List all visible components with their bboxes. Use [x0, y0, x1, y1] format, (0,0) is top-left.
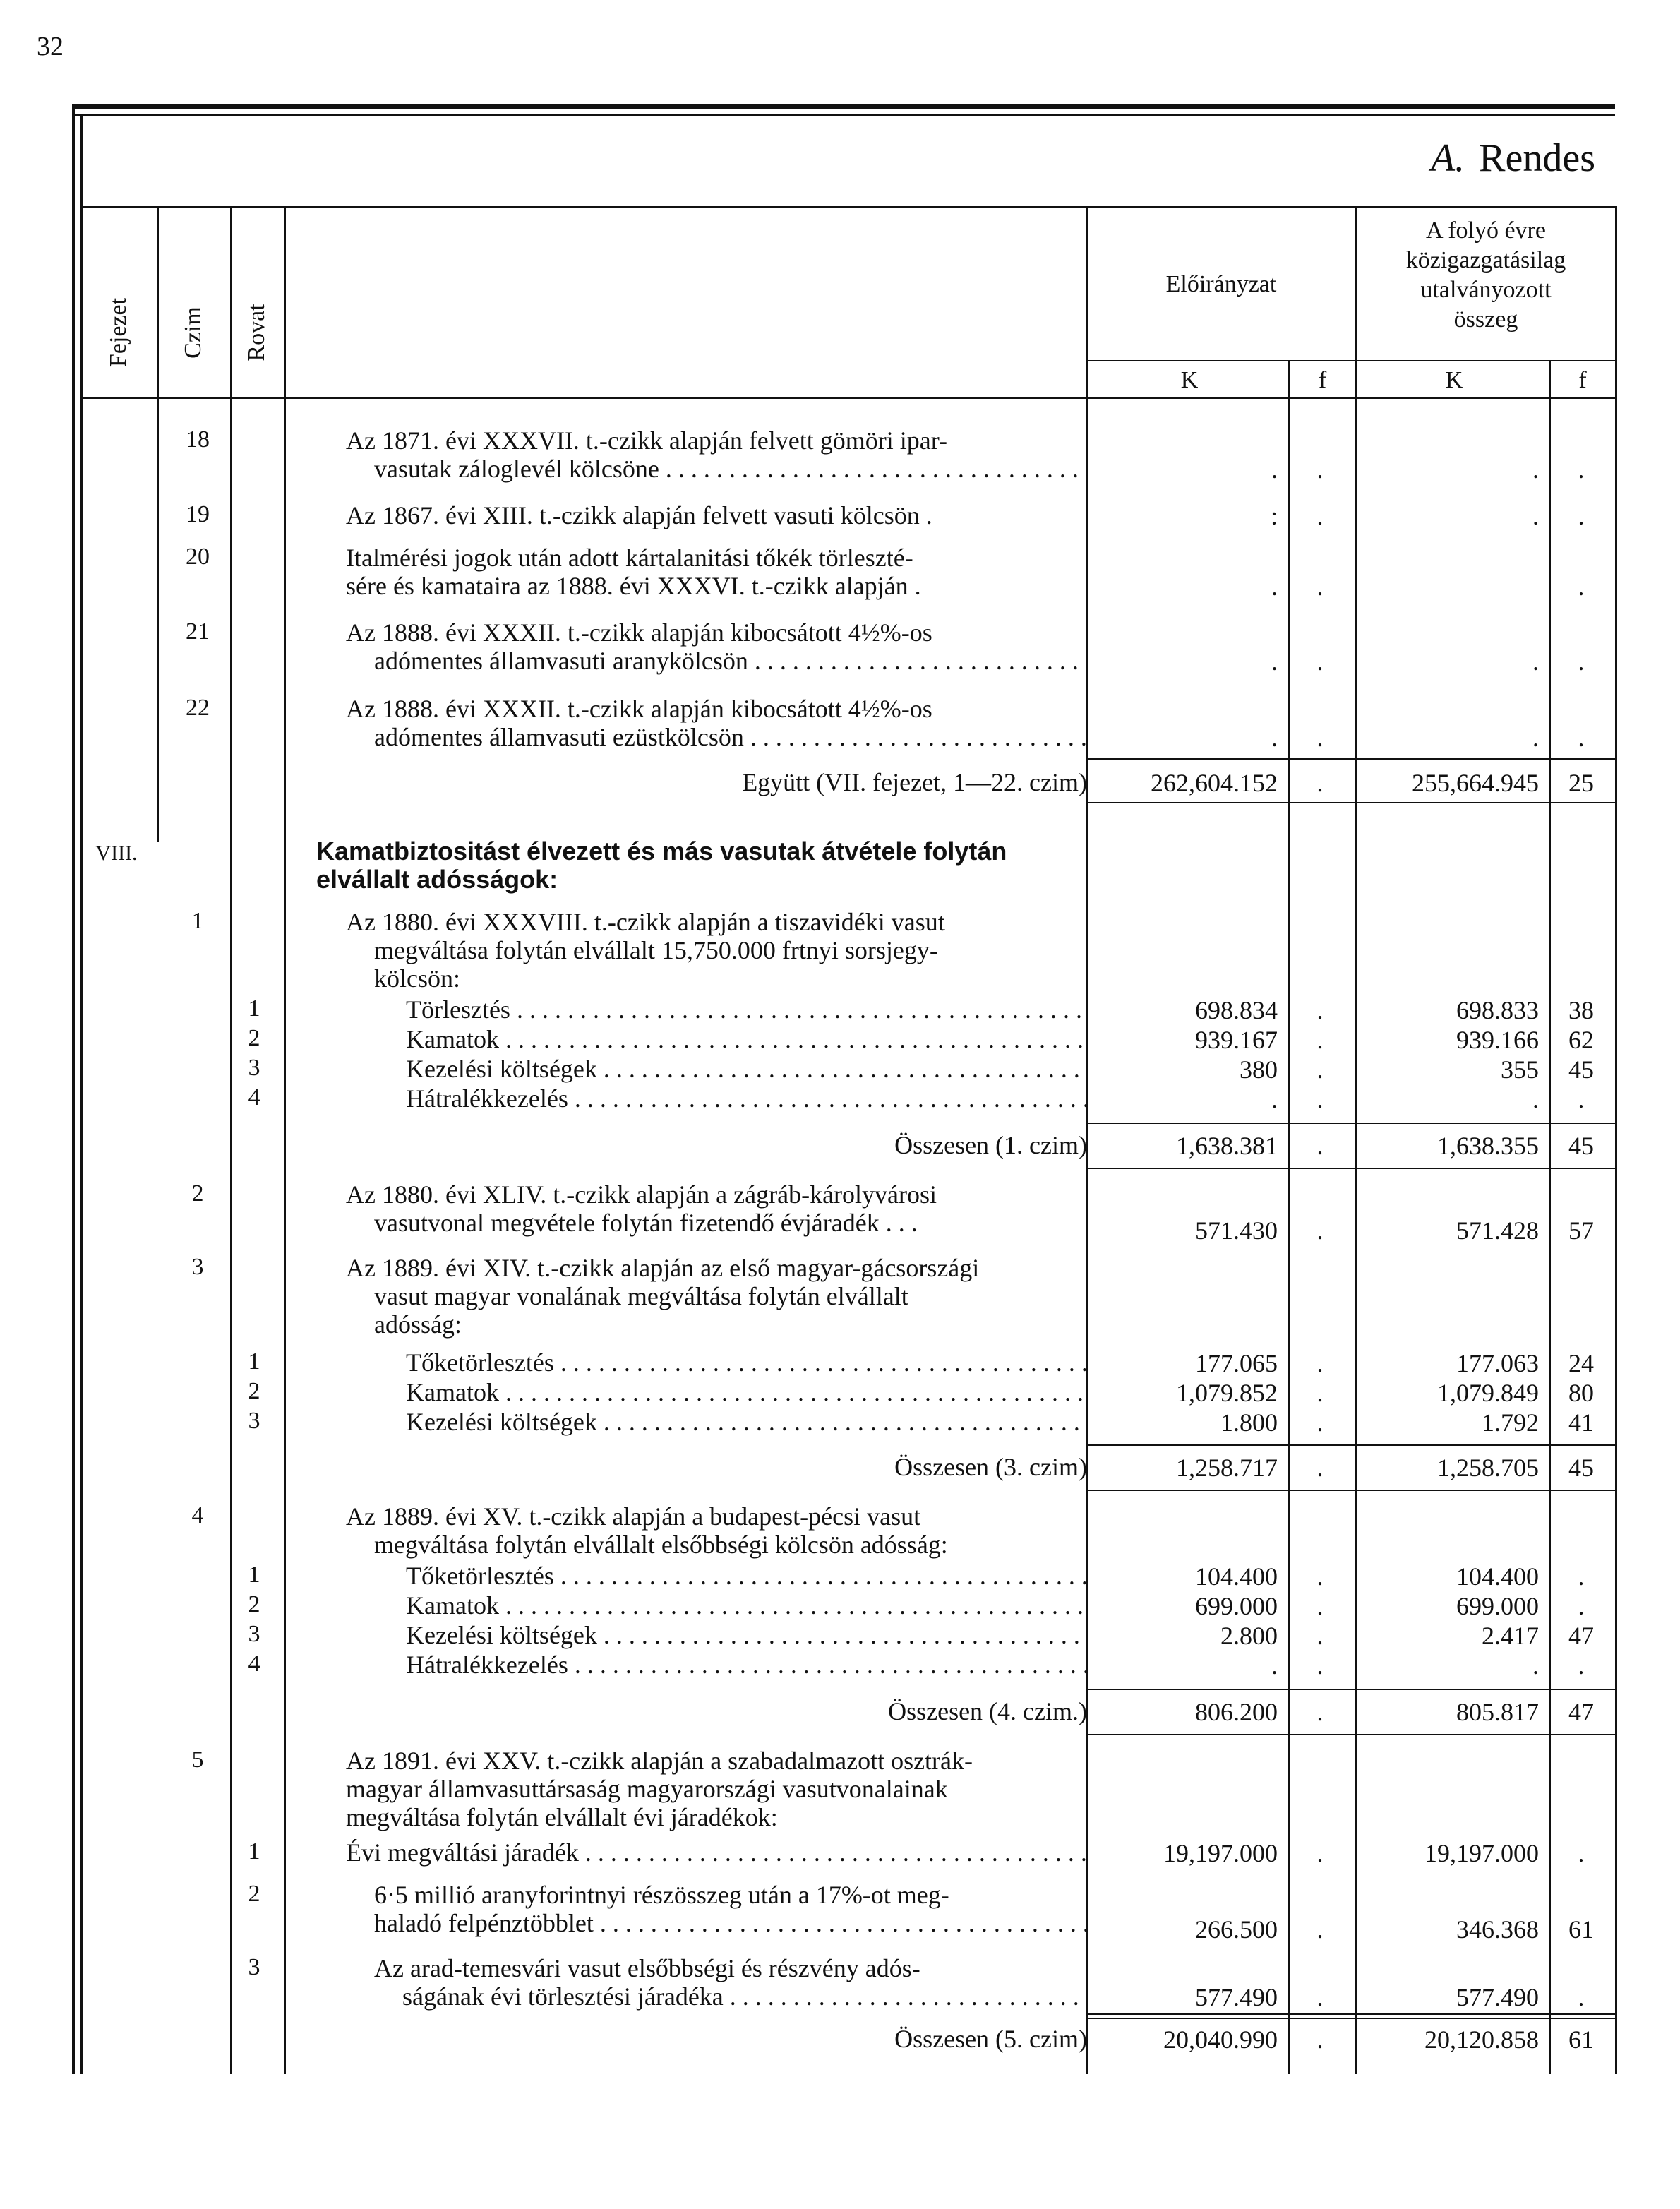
item-label: Kamatok . . . — [406, 1378, 1087, 1406]
eloiranyzat-f: . — [1316, 724, 1324, 752]
utalvanyozott-k: 1,638.355 — [1437, 1132, 1539, 1160]
header-folyo-line-2: közigazgatásilag — [1405, 247, 1566, 273]
eloiranyzat-f: . — [1316, 1562, 1324, 1591]
utalvanyozott-f: 45 — [1568, 1132, 1594, 1160]
utalvanyozott-f: 57 — [1568, 1216, 1594, 1245]
desc-line: Az 1889. évi XV. t.-czikk alapján a budapest-pécsi vasut — [346, 1502, 921, 1531]
utalvanyozott-f: . — [1578, 724, 1585, 752]
utalvanyozott-k: 571.428 — [1456, 1216, 1539, 1245]
eloiranyzat-f: . — [1316, 647, 1324, 676]
utalvanyozott-k: 698.833 — [1456, 996, 1539, 1024]
desc-line: Az 1888. évi XXXII. t.-czikk alapján kibocsátott 4½%-os — [346, 618, 932, 647]
utalvanyozott-f: . — [1578, 1983, 1585, 2011]
eloiranyzat-f: . — [1316, 1983, 1324, 2011]
czim-number: 2 — [191, 1180, 204, 1207]
row-description — [346, 426, 1087, 483]
eloiranyzat-k: 1.800 — [1220, 1408, 1278, 1437]
eloiranyzat-f: . — [1316, 1379, 1324, 1407]
eloiranyzat-k: . — [1271, 724, 1278, 752]
utalvanyozott-f: . — [1578, 1085, 1585, 1113]
rovat-number: 4 — [248, 1084, 260, 1111]
row-description — [346, 1180, 1087, 1237]
item-label: Hátralékkezelés . . . — [406, 1084, 1087, 1113]
rovat-number: 2 — [248, 1378, 260, 1404]
rovat-number: 3 — [248, 1408, 260, 1434]
eloiranyzat-k: 577.490 — [1195, 1983, 1278, 2011]
utalvanyozott-k: 699.000 — [1456, 1592, 1539, 1620]
utalvanyozott-k: . — [1532, 647, 1539, 676]
utalvanyozott-f: 24 — [1568, 1349, 1594, 1377]
rovat-number: 1 — [248, 1562, 260, 1588]
row-description — [346, 908, 1087, 993]
row-description — [374, 1881, 1087, 1937]
header-folyo — [1359, 216, 1613, 335]
utalvanyozott-k: 346.368 — [1456, 1915, 1539, 1944]
eloiranyzat-k: 19,197.000 — [1163, 1839, 1278, 1867]
eloiranyzat-f: . — [1316, 502, 1324, 530]
sum-rule — [1087, 1168, 1616, 1169]
utalvanyozott-f: 45 — [1568, 1055, 1594, 1084]
czim-number: 19 — [186, 501, 210, 527]
desc-line: adósság: — [374, 1310, 462, 1339]
desc-line: haladó felpénztöbblet . . . — [374, 1909, 1087, 1937]
total-label: Összesen (5. czim) — [894, 2025, 1087, 2053]
eloiranyzat-f: . — [1316, 2025, 1324, 2054]
sum-rule — [1087, 1689, 1616, 1690]
row-description — [374, 1954, 1087, 2011]
utalvanyozott-k: . — [1532, 724, 1539, 752]
sum-rule — [1087, 1734, 1616, 1735]
header-folyo-line-1: A folyó évre — [1426, 217, 1546, 244]
eloiranyzat-k: 1,079.852 — [1176, 1379, 1278, 1407]
eloiranyzat-f: . — [1316, 1915, 1324, 1944]
header-eloiranyzat: Előirányzat — [1165, 271, 1277, 297]
sum-rule — [1087, 2018, 1616, 2019]
eloiranyzat-k: 1,258.717 — [1176, 1454, 1278, 1482]
utalvanyozott-f: . — [1578, 573, 1585, 601]
eloiranyzat-k: 806.200 — [1195, 1698, 1278, 1726]
section-title — [1431, 136, 1595, 181]
eloiranyzat-f: . — [1316, 1085, 1324, 1113]
eloiranyzat-k: . — [1271, 1651, 1278, 1680]
header-k2: K — [1445, 367, 1463, 393]
sum-rule — [1087, 2013, 1616, 2015]
utalvanyozott-k: 577.490 — [1456, 1983, 1539, 2011]
utalvanyozott-k: 939.166 — [1456, 1026, 1539, 1054]
utalvanyozott-f: 80 — [1568, 1379, 1594, 1407]
header-rovat: Rovat — [244, 304, 270, 361]
item-label: Tőketörlesztés . . . — [406, 1562, 1087, 1590]
utalvanyozott-k: . — [1532, 455, 1539, 484]
eloiranyzat-f: . — [1316, 1132, 1324, 1160]
eloiranyzat-k: 698.834 — [1195, 996, 1278, 1024]
utalvanyozott-f: 61 — [1568, 1915, 1594, 1944]
row-description — [346, 544, 1087, 600]
eloiranyzat-k: 571.430 — [1195, 1216, 1278, 1245]
utalvanyozott-k: 1,079.849 — [1437, 1379, 1539, 1407]
rovat-number: 2 — [248, 1025, 260, 1051]
chapter-heading: Kamatbiztositást élvezett és más vasutak átvétele folytán elvállalt adósságok: — [316, 837, 1007, 894]
section-letter: A. — [1430, 136, 1465, 180]
desc-line: Az 1891. évi XXV. t.-czikk alapján a szabadalmazott osztrák- — [346, 1747, 973, 1775]
rovat-number: 2 — [248, 1591, 260, 1617]
utalvanyozott-k: 2.417 — [1482, 1622, 1539, 1650]
utalvanyozott-k: . — [1532, 1651, 1539, 1680]
eloiranyzat-f: . — [1316, 1349, 1324, 1377]
sum-rule — [1087, 802, 1616, 803]
utalvanyozott-k: 104.400 — [1456, 1562, 1539, 1591]
rovat-number: 3 — [248, 1621, 260, 1647]
czim-number: 20 — [186, 544, 210, 570]
item-label: Kamatok . . . — [406, 1025, 1087, 1053]
header-top-rule — [80, 206, 1616, 208]
total-label: Együtt (VII. fejezet, 1—22. czim) — [742, 768, 1087, 796]
desc-line: megváltása folytán elvállalt 15,750.000 frtnyi sorsjegy- — [374, 936, 938, 964]
item-label: Kezelési költségek . . . — [406, 1055, 1087, 1083]
utalvanyozott-f: . — [1578, 1651, 1585, 1680]
utalvanyozott-f: 62 — [1568, 1026, 1594, 1054]
utalvanyozott-k: 255,664.945 — [1412, 769, 1539, 797]
row-description — [346, 501, 1087, 529]
utalvanyozott-f: . — [1578, 1562, 1585, 1591]
utalvanyozott-f: 38 — [1568, 996, 1594, 1024]
row-description — [346, 695, 1087, 751]
utalvanyozott-k: 1.792 — [1482, 1408, 1539, 1437]
eloiranyzat-f: . — [1316, 1651, 1324, 1680]
page-number: 32 — [37, 32, 64, 61]
rovat-number: 1 — [248, 995, 260, 1022]
utalvanyozott-f: 47 — [1568, 1622, 1594, 1650]
item-label: Hátralékkezelés . . . — [406, 1651, 1087, 1679]
eloiranyzat-f: . — [1316, 769, 1324, 797]
czim-number: 22 — [186, 695, 210, 721]
eloiranyzat-k: 262,604.152 — [1151, 769, 1278, 797]
eloiranyzat-k: 380 — [1240, 1055, 1278, 1084]
desc-line: Az 1880. évi XXXVIII. t.-czikk alapján a tiszavidéki vasut — [346, 908, 945, 936]
eloiranyzat-k: . — [1271, 573, 1278, 601]
utalvanyozott-f: 45 — [1568, 1454, 1594, 1482]
czim-number: 21 — [186, 618, 210, 645]
desc-line: Italmérési jogok után adott kártalanitási tőkék törleszté- — [346, 544, 913, 572]
utalvanyozott-k: . — [1532, 502, 1539, 530]
rovat-number: 3 — [248, 1954, 260, 1980]
sum-rule — [1087, 758, 1616, 760]
header-fejezet: Fejezet — [105, 297, 131, 368]
rovat-number: 4 — [248, 1651, 260, 1677]
eloiranyzat-f: . — [1316, 996, 1324, 1024]
header-k1: K — [1180, 367, 1199, 393]
eloiranyzat-k: 266.500 — [1195, 1915, 1278, 1944]
czim-number: 4 — [191, 1502, 204, 1528]
item-label: Kamatok . . . — [406, 1591, 1087, 1620]
desc-line: magyar államvasuttársaság magyarországi vasutvonalainak — [346, 1775, 948, 1803]
frame-left-inner — [80, 116, 83, 2074]
item-label: Tőketörlesztés . . . — [406, 1348, 1087, 1377]
eloiranyzat-k: . — [1271, 1085, 1278, 1113]
item-label: Kezelési költségek . . . — [406, 1408, 1087, 1436]
desc-line: ságának évi törlesztési járadéka . . . — [374, 1982, 1087, 2011]
col-rule-rovat — [284, 206, 286, 2074]
col-rule-czim — [230, 206, 232, 2074]
utalvanyozott-f: . — [1578, 502, 1585, 530]
desc-line: megváltása folytán elvállalt elsőbbségi kölcsön adósság: — [374, 1531, 948, 1559]
eloiranyzat-f: . — [1316, 1216, 1324, 1245]
czim-number: 5 — [191, 1747, 204, 1773]
utalvanyozott-f: . — [1578, 455, 1585, 484]
utalvanyozott-k: 805.817 — [1456, 1698, 1539, 1726]
sum-rule — [1087, 1123, 1616, 1124]
eloiranyzat-k: 20,040.990 — [1163, 2025, 1278, 2054]
rovat-number: 2 — [248, 1881, 260, 1907]
czim-number: 3 — [191, 1254, 204, 1280]
eloiranyzat-f: . — [1316, 1698, 1324, 1726]
czim-number: 1 — [191, 908, 204, 934]
header-f2: f — [1578, 367, 1587, 393]
sum-rule — [1087, 1490, 1616, 1491]
desc-line: vasutak záloglevél kölcsöne . . . — [346, 455, 1087, 483]
rovat-number: 1 — [248, 1838, 260, 1864]
eloiranyzat-k: 2.800 — [1220, 1622, 1278, 1650]
unit-rule — [1087, 360, 1616, 361]
item-label: Évi megváltási járadék . . . — [346, 1838, 1087, 1867]
rovat-number: 1 — [248, 1348, 260, 1375]
desc-line: Az 1867. évi XIII. t.-czikk alapján felvett vasuti kölcsön . — [346, 501, 932, 529]
header-bottom-rule — [80, 397, 1616, 399]
utalvanyozott-f: . — [1578, 1592, 1585, 1620]
utalvanyozott-k: 1,258.705 — [1437, 1454, 1539, 1482]
item-label: Törlesztés . . . — [406, 995, 1087, 1024]
utalvanyozott-k: 355 — [1501, 1055, 1539, 1084]
desc-line: adómentes államvasuti aranykölcsön . . . — [346, 647, 1087, 675]
header-folyo-line-3: utalványozott — [1420, 277, 1552, 303]
eloiranyzat-f: . — [1316, 1622, 1324, 1650]
total-label: Összesen (3. czim) — [894, 1453, 1087, 1481]
col-rule-fejezet — [157, 206, 159, 842]
col-rule-k2 — [1549, 361, 1551, 2074]
eloiranyzat-f: . — [1316, 573, 1324, 601]
eloiranyzat-f: . — [1316, 1055, 1324, 1084]
utalvanyozott-k: 19,197.000 — [1424, 1839, 1539, 1867]
eloiranyzat-f: . — [1316, 1454, 1324, 1482]
utalvanyozott-f: . — [1578, 647, 1585, 676]
eloiranyzat-f: . — [1316, 1026, 1324, 1054]
utalvanyozott-k: 20,120.858 — [1424, 2025, 1539, 2054]
eloiranyzat-k: 699.000 — [1195, 1592, 1278, 1620]
top-rule-thick — [72, 104, 1615, 109]
col-rule-right — [1615, 206, 1617, 2074]
desc-line: vasutvonal megvétele folytán fizetendő évjáradék . . . — [374, 1209, 918, 1237]
section-word: Rendes — [1479, 136, 1595, 180]
eloiranyzat-k: : — [1270, 502, 1278, 530]
desc-line: adómentes államvasuti ezüstkölcsön . . . — [346, 723, 1087, 751]
eloiranyzat-k: . — [1271, 647, 1278, 676]
utalvanyozott-k: . — [1532, 1085, 1539, 1113]
header-folyo-line-4: összeg — [1453, 306, 1518, 333]
row-description — [346, 1502, 1087, 1559]
eloiranyzat-k: 104.400 — [1195, 1562, 1278, 1591]
desc-line: 6·5 millió aranyforintnyi részösszeg után a 17%-ot meg- — [374, 1881, 949, 1909]
utalvanyozott-f: 61 — [1568, 2025, 1594, 2054]
eloiranyzat-f: . — [1316, 1408, 1324, 1437]
col-rule-f1 — [1355, 206, 1357, 2074]
desc-line: vasut magyar vonalának megváltása folytán elvállalt — [374, 1282, 908, 1310]
row-description — [346, 1747, 1087, 1831]
desc-line: Az arad-temesvári vasut elsőbbségi és részvény adós- — [374, 1954, 920, 1982]
fejezet-number: VIII. — [95, 842, 138, 865]
col-rule-k1 — [1288, 361, 1290, 2074]
eloiranyzat-f: . — [1316, 455, 1324, 484]
sum-rule — [1087, 1444, 1616, 1446]
utalvanyozott-f: 41 — [1568, 1408, 1594, 1437]
eloiranyzat-k: . — [1271, 455, 1278, 484]
desc-line: sére és kamataira az 1888. évi XXXVI. t.-czikk alapján . — [346, 572, 921, 600]
desc-line: Az 1889. évi XIV. t.-czikk alapján az első magyar-gácsországi — [346, 1254, 980, 1282]
row-description — [346, 618, 1087, 675]
item-label: Kezelési költségek . . . — [406, 1621, 1087, 1649]
eloiranyzat-f: . — [1316, 1839, 1324, 1867]
rovat-number: 3 — [248, 1055, 260, 1081]
czim-number: 18 — [186, 426, 210, 453]
eloiranyzat-k: 177.065 — [1195, 1349, 1278, 1377]
desc-line: kölcsön: — [374, 964, 460, 993]
utalvanyozott-k: 177.063 — [1456, 1349, 1539, 1377]
total-label: Összesen (1. czim) — [894, 1131, 1087, 1159]
desc-line: Az 1880. évi XLIV. t.-czikk alapján a zágráb-károlyvárosi — [346, 1180, 937, 1209]
total-label: Összesen (4. czim.) — [888, 1697, 1087, 1725]
frame-left-outer — [72, 104, 75, 2074]
eloiranyzat-k: 1,638.381 — [1176, 1132, 1278, 1160]
header-czim: Czim — [180, 306, 206, 359]
utalvanyozott-f: . — [1578, 1839, 1585, 1867]
eloiranyzat-f: . — [1316, 1592, 1324, 1620]
eloiranyzat-k: 939.167 — [1195, 1026, 1278, 1054]
top-rule-thin — [72, 114, 1615, 116]
utalvanyozott-f: 25 — [1568, 769, 1594, 797]
utalvanyozott-f: 47 — [1568, 1698, 1594, 1726]
desc-line: Az 1888. évi XXXII. t.-czikk alapján kibocsátott 4½%-os — [346, 695, 932, 723]
desc-line: Az 1871. évi XXXVII. t.-czikk alapján felvett gömöri ipar- — [346, 426, 947, 455]
desc-line: megváltása folytán elvállalt évi járadékok: — [346, 1803, 778, 1831]
row-description — [346, 1254, 1087, 1339]
header-f1: f — [1318, 367, 1327, 393]
